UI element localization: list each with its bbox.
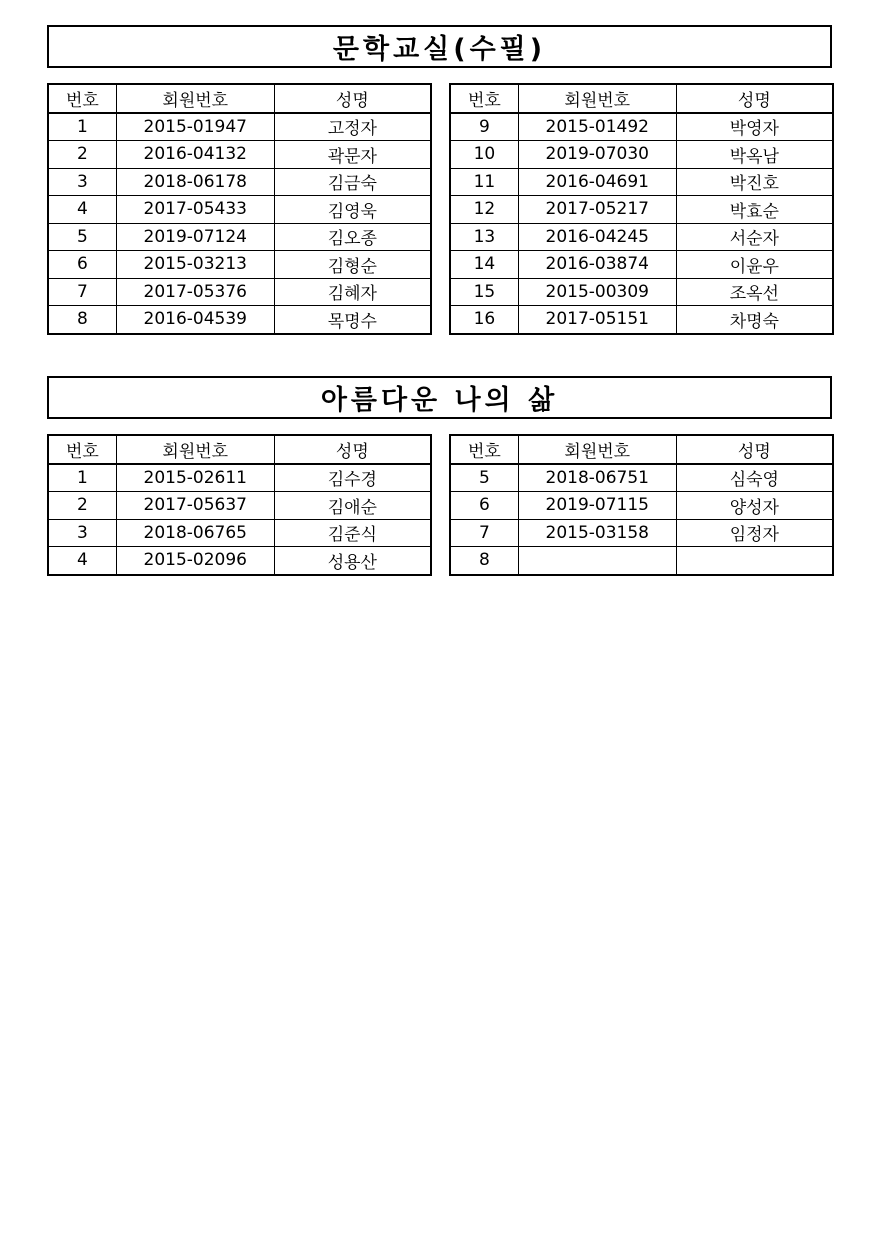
cell-number: 2 xyxy=(48,141,116,169)
cell-member-id: 2018-06765 xyxy=(116,519,274,547)
cell-member-id: 2016-04691 xyxy=(518,168,676,196)
table-row xyxy=(450,141,833,169)
table-row xyxy=(48,547,431,575)
roster-table-right xyxy=(449,83,834,335)
cell-number: 10 xyxy=(450,141,518,169)
cell-member-id: 2019-07115 xyxy=(518,492,676,520)
section-title: 문학교실(수필) xyxy=(47,25,832,68)
cell-number: 6 xyxy=(450,492,518,520)
cell-member-id: 2015-01947 xyxy=(116,113,274,141)
cell-number: 4 xyxy=(48,547,116,575)
roster-table-left xyxy=(47,83,432,335)
cell-name: 박영자 xyxy=(676,113,833,141)
cell-name: 조옥선 xyxy=(676,278,833,306)
cell-name: 박효순 xyxy=(676,196,833,224)
cell-name: 서순자 xyxy=(676,223,833,251)
cell-name: 고정자 xyxy=(274,113,431,141)
cell-number: 3 xyxy=(48,519,116,547)
cell-name: 김준식 xyxy=(274,519,431,547)
cell-member-id: 2015-03213 xyxy=(116,251,274,279)
table-header-row xyxy=(450,435,833,464)
cell-name: 심숙영 xyxy=(676,464,833,492)
cell-name: 곽문자 xyxy=(274,141,431,169)
cell-number: 7 xyxy=(48,278,116,306)
cell-number: 1 xyxy=(48,464,116,492)
cell-number: 6 xyxy=(48,251,116,279)
table-row xyxy=(48,464,431,492)
cell-number: 7 xyxy=(450,519,518,547)
cell-name: 성용산 xyxy=(274,547,431,575)
header-name: 성명 xyxy=(274,435,431,464)
cell-member-id: 2018-06751 xyxy=(518,464,676,492)
cell-number: 16 xyxy=(450,306,518,334)
table-row xyxy=(450,113,833,141)
cell-number: 15 xyxy=(450,278,518,306)
cell-name: 차명숙 xyxy=(676,306,833,334)
cell-member-id: 2017-05217 xyxy=(518,196,676,224)
header-name: 성명 xyxy=(274,84,431,113)
cell-number: 14 xyxy=(450,251,518,279)
header-name: 성명 xyxy=(676,435,833,464)
cell-member-id: 2015-00309 xyxy=(518,278,676,306)
table-row xyxy=(48,492,431,520)
header-member-id: 회원번호 xyxy=(518,435,676,464)
cell-number: 3 xyxy=(48,168,116,196)
cell-name: 양성자 xyxy=(676,492,833,520)
table-row xyxy=(48,223,431,251)
cell-member-id: 2017-05433 xyxy=(116,196,274,224)
table-row xyxy=(48,278,431,306)
table-row xyxy=(450,306,833,334)
header-member-id: 회원번호 xyxy=(518,84,676,113)
table-row xyxy=(450,168,833,196)
header-number: 번호 xyxy=(450,435,518,464)
table-row xyxy=(48,113,431,141)
roster-table-left xyxy=(47,434,432,576)
cell-member-id: 2015-02096 xyxy=(116,547,274,575)
cell-member-id: 2016-03874 xyxy=(518,251,676,279)
cell-member-id: 2015-03158 xyxy=(518,519,676,547)
table-row xyxy=(48,306,431,334)
cell-name: 김혜자 xyxy=(274,278,431,306)
cell-name: 임정자 xyxy=(676,519,833,547)
cell-number: 9 xyxy=(450,113,518,141)
cell-name: 김금숙 xyxy=(274,168,431,196)
table-header-row xyxy=(450,84,833,113)
cell-name: 김오종 xyxy=(274,223,431,251)
table-row xyxy=(450,251,833,279)
cell-name: 김수경 xyxy=(274,464,431,492)
cell-name: 목명수 xyxy=(274,306,431,334)
cell-number: 8 xyxy=(48,306,116,334)
cell-member-id: 2016-04245 xyxy=(518,223,676,251)
header-member-id: 회원번호 xyxy=(116,84,274,113)
header-number: 번호 xyxy=(48,435,116,464)
table-row xyxy=(48,519,431,547)
cell-number: 11 xyxy=(450,168,518,196)
cell-number: 5 xyxy=(450,464,518,492)
table-header-row xyxy=(48,84,431,113)
cell-name xyxy=(676,547,833,575)
cell-name: 김형순 xyxy=(274,251,431,279)
cell-member-id: 2018-06178 xyxy=(116,168,274,196)
cell-member-id xyxy=(518,547,676,575)
table-row xyxy=(48,168,431,196)
cell-number: 1 xyxy=(48,113,116,141)
cell-number: 2 xyxy=(48,492,116,520)
roster-table-right xyxy=(449,434,834,576)
cell-name: 박옥남 xyxy=(676,141,833,169)
cell-member-id: 2017-05637 xyxy=(116,492,274,520)
table-row xyxy=(450,196,833,224)
cell-number: 5 xyxy=(48,223,116,251)
table-row xyxy=(450,492,833,520)
cell-member-id: 2017-05376 xyxy=(116,278,274,306)
section-title: 아름다운 나의 삶 xyxy=(47,376,832,419)
header-member-id: 회원번호 xyxy=(116,435,274,464)
table-row xyxy=(450,464,833,492)
table-row xyxy=(450,519,833,547)
cell-member-id: 2019-07124 xyxy=(116,223,274,251)
header-number: 번호 xyxy=(48,84,116,113)
table-row xyxy=(48,196,431,224)
cell-name: 김영욱 xyxy=(274,196,431,224)
cell-name: 이윤우 xyxy=(676,251,833,279)
cell-name: 박진호 xyxy=(676,168,833,196)
table-row xyxy=(450,223,833,251)
cell-number: 8 xyxy=(450,547,518,575)
cell-number: 13 xyxy=(450,223,518,251)
cell-member-id: 2019-07030 xyxy=(518,141,676,169)
table-row xyxy=(450,278,833,306)
cell-name: 김애순 xyxy=(274,492,431,520)
cell-member-id: 2015-02611 xyxy=(116,464,274,492)
cell-member-id: 2016-04132 xyxy=(116,141,274,169)
table-header-row xyxy=(48,435,431,464)
cell-member-id: 2015-01492 xyxy=(518,113,676,141)
cell-number: 4 xyxy=(48,196,116,224)
table-row xyxy=(450,547,833,575)
cell-member-id: 2016-04539 xyxy=(116,306,274,334)
cell-number: 12 xyxy=(450,196,518,224)
header-number: 번호 xyxy=(450,84,518,113)
table-row xyxy=(48,141,431,169)
cell-member-id: 2017-05151 xyxy=(518,306,676,334)
table-row xyxy=(48,251,431,279)
header-name: 성명 xyxy=(676,84,833,113)
